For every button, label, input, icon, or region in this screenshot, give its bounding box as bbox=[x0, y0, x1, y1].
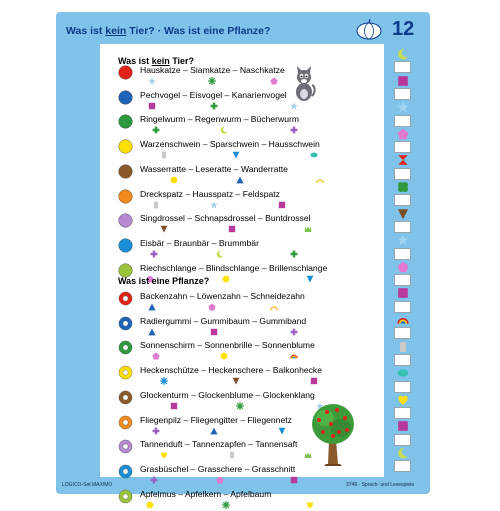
section1-row-text: Warzenschwein – Sparschwein – Hausschwein bbox=[140, 139, 320, 150]
cross-icon bbox=[150, 476, 158, 484]
answer-slot[interactable] bbox=[394, 327, 411, 339]
flower-icon bbox=[208, 77, 216, 85]
page-number: 12 bbox=[392, 18, 415, 40]
word-marker-symbols bbox=[140, 326, 380, 338]
word-marker-symbols bbox=[140, 350, 380, 362]
section2-row-text: Radiergummi – Gummibaum – Gummiband bbox=[140, 315, 307, 326]
section1-row-text: Eisbär – Braunbär – Brummbär bbox=[140, 237, 259, 248]
color-dot-icon bbox=[118, 139, 133, 154]
color-ring-icon bbox=[118, 415, 133, 430]
cross-icon bbox=[152, 126, 160, 134]
cross-icon bbox=[150, 250, 158, 258]
word-marker-symbols bbox=[140, 223, 380, 235]
section1-row-3 bbox=[118, 115, 378, 135]
moon-icon bbox=[216, 250, 224, 258]
flower-icon bbox=[222, 501, 230, 509]
answer-slot[interactable] bbox=[394, 381, 411, 393]
section1-row-5 bbox=[118, 165, 378, 185]
triangle-icon bbox=[210, 427, 218, 435]
answer-slot[interactable] bbox=[394, 61, 411, 73]
section2-row-text: Apfelmus – Apfelkern – Apfelbaum bbox=[140, 488, 272, 499]
cross-icon bbox=[290, 126, 298, 134]
word-marker-symbols bbox=[140, 75, 380, 87]
section2-row-4 bbox=[118, 366, 378, 386]
answer-slot[interactable] bbox=[394, 221, 411, 233]
answer-slot[interactable] bbox=[394, 248, 411, 260]
section2-row-text: Sonnenschirm – Sonnenbrille – Sonnenblume bbox=[140, 340, 315, 351]
heart-icon bbox=[160, 451, 168, 459]
answer-slot[interactable] bbox=[394, 168, 411, 180]
section2-title: Was ist eine Pflanze? bbox=[118, 276, 210, 286]
color-ring-icon bbox=[118, 390, 133, 405]
color-ring-icon bbox=[118, 316, 133, 331]
pentagon-icon bbox=[208, 303, 216, 311]
section1-row-6 bbox=[118, 190, 378, 210]
section2-row-text: Backenzahn – Löwenzahn – Schneidezahn bbox=[140, 291, 305, 301]
cat-illustration bbox=[292, 66, 316, 102]
section1-row-7 bbox=[118, 214, 378, 234]
pentagon-icon bbox=[216, 476, 224, 484]
answer-slot[interactable] bbox=[394, 460, 411, 472]
cross-icon bbox=[210, 102, 218, 110]
word-marker-symbols bbox=[140, 199, 380, 211]
moon-icon bbox=[220, 126, 228, 134]
footer-left: LOGICO-Set MAXIMO bbox=[62, 482, 113, 488]
flower-icon bbox=[160, 377, 168, 385]
word-marker-symbols bbox=[140, 301, 380, 313]
heart-icon bbox=[306, 501, 314, 509]
answer-slot[interactable] bbox=[394, 274, 411, 286]
word-marker-symbols bbox=[140, 124, 380, 136]
square-icon bbox=[397, 420, 409, 432]
word-marker-symbols bbox=[140, 174, 380, 186]
cross-icon bbox=[152, 427, 160, 435]
word-marker-symbols bbox=[140, 474, 380, 486]
star-icon bbox=[290, 102, 298, 110]
word-marker-symbols bbox=[140, 375, 380, 387]
color-ring-icon bbox=[118, 439, 133, 454]
pentagon-icon bbox=[152, 352, 160, 360]
answer-slot[interactable] bbox=[394, 434, 411, 446]
arc-icon bbox=[270, 303, 278, 311]
arc-icon bbox=[316, 176, 324, 184]
shield-icon bbox=[232, 377, 240, 385]
oval-icon bbox=[310, 151, 318, 159]
color-dot-icon bbox=[118, 189, 133, 204]
cross-icon bbox=[290, 328, 298, 336]
circle-icon bbox=[170, 176, 178, 184]
shield-icon bbox=[160, 225, 168, 233]
color-dot-icon bbox=[118, 65, 133, 80]
section2-row-8 bbox=[118, 465, 378, 485]
answer-slot[interactable] bbox=[394, 115, 411, 127]
crown-icon bbox=[304, 225, 312, 233]
section2-row-1 bbox=[118, 292, 378, 312]
rect-icon bbox=[160, 151, 168, 159]
color-ring-icon bbox=[118, 340, 133, 355]
word-marker-symbols bbox=[140, 248, 380, 260]
oval-icon bbox=[397, 367, 409, 379]
pentagon-icon bbox=[397, 128, 409, 140]
word-marker-symbols bbox=[140, 499, 380, 511]
hourglass-icon bbox=[397, 154, 409, 166]
square-icon bbox=[170, 402, 178, 410]
color-dot-icon bbox=[118, 213, 133, 228]
answer-slot[interactable] bbox=[394, 301, 411, 313]
answer-slot[interactable] bbox=[394, 141, 411, 153]
triangle-icon bbox=[148, 328, 156, 336]
rainbow-icon bbox=[290, 352, 298, 360]
clover-icon bbox=[397, 181, 409, 193]
section1-row-text: Pechvogel – Eisvogel – Kanarienvogel bbox=[140, 89, 287, 100]
square-icon bbox=[290, 476, 298, 484]
star-icon bbox=[397, 101, 409, 113]
footer-right: 3749 · Sprach- und Lesespiele bbox=[346, 482, 415, 488]
cross-icon bbox=[290, 250, 298, 258]
word-marker-symbols bbox=[140, 149, 380, 161]
page-header-title: Was ist kein Tier? · Was ist eine Pflanze? bbox=[66, 25, 271, 37]
section1-row-text: Wasserratte – Leseratte – Wanderratte bbox=[140, 163, 288, 174]
section2-row-text: Fliegenpilz – Fliegengitter – Fliegennetz bbox=[140, 414, 292, 425]
moon-icon bbox=[397, 447, 409, 459]
triangle-icon bbox=[148, 303, 156, 311]
section2-row-3 bbox=[118, 341, 378, 361]
square-icon bbox=[210, 328, 218, 336]
square-icon bbox=[148, 102, 156, 110]
circle-icon bbox=[222, 275, 230, 283]
circle-icon bbox=[146, 501, 154, 509]
shield-icon bbox=[397, 208, 409, 220]
answer-slot[interactable] bbox=[394, 194, 411, 206]
color-dot-icon bbox=[118, 90, 133, 105]
section2-row-text: Glockenturm – Glockenblume – Glockenklang bbox=[140, 389, 315, 400]
section2-row-2 bbox=[118, 317, 378, 337]
section1-row-4 bbox=[118, 140, 378, 160]
apple-tree-illustration bbox=[311, 402, 355, 466]
square-icon bbox=[397, 75, 409, 87]
star-icon bbox=[397, 234, 409, 246]
rect-icon bbox=[228, 451, 236, 459]
square-icon bbox=[310, 377, 318, 385]
moon-icon bbox=[397, 48, 409, 60]
answer-slot[interactable] bbox=[394, 407, 411, 419]
heart-icon bbox=[397, 394, 409, 406]
pumpkin-icon bbox=[354, 18, 384, 40]
shield-icon bbox=[306, 275, 314, 283]
answer-slot[interactable] bbox=[394, 354, 411, 366]
color-ring-icon bbox=[118, 365, 133, 380]
section2-row-text: Heckenschütze – Heckenschere – Balkonhecke bbox=[140, 365, 323, 376]
section1-row-text: Riechschlange – Blindschlange – Brillenschlange bbox=[140, 262, 328, 273]
square-icon bbox=[397, 287, 409, 299]
color-ring-icon bbox=[118, 489, 133, 504]
word-marker-symbols bbox=[140, 100, 380, 112]
section1-title: Was ist kein Tier? bbox=[118, 56, 195, 66]
rainbow-icon bbox=[397, 314, 409, 326]
shield-icon bbox=[278, 427, 286, 435]
color-dot-icon bbox=[118, 114, 133, 129]
color-ring-icon bbox=[118, 464, 133, 479]
color-ring-icon bbox=[118, 291, 133, 306]
rect-icon bbox=[152, 201, 160, 209]
section1-row-1 bbox=[118, 66, 378, 86]
section1-row-text: Hauskatze – Siamkatze – Naschkatze bbox=[140, 65, 285, 75]
square-icon bbox=[278, 201, 286, 209]
section1-row-8 bbox=[118, 239, 378, 259]
shield-icon bbox=[232, 151, 240, 159]
star-icon bbox=[210, 201, 218, 209]
square-icon bbox=[228, 225, 236, 233]
section1-row-text: Singdrossel – Schnapsdrossel – Buntdrossel bbox=[140, 213, 311, 224]
pentagon-icon bbox=[270, 77, 278, 85]
answer-control-strip bbox=[394, 48, 414, 473]
section1-row-2 bbox=[118, 91, 378, 111]
circle-icon bbox=[220, 352, 228, 360]
flower-icon bbox=[236, 402, 244, 410]
answer-slot[interactable] bbox=[394, 88, 411, 100]
section1-row-text: Dreckspatz – Hausspatz – Feldspatz bbox=[140, 188, 280, 199]
color-dot-icon bbox=[118, 164, 133, 179]
triangle-icon bbox=[236, 176, 244, 184]
section1-row-text: Ringelwurm – Regenwurm – Bücherwurm bbox=[140, 114, 300, 125]
section2-row-text: Tannenduft – Tannenzapfen – Tannensaft bbox=[140, 439, 298, 450]
rect-icon bbox=[397, 341, 409, 353]
color-dot-icon bbox=[118, 238, 133, 253]
section2-row-text: Grasbüschel – Grasschere – Grasschnitt bbox=[140, 463, 296, 474]
pentagon-icon bbox=[397, 261, 409, 273]
star-icon bbox=[148, 77, 156, 85]
